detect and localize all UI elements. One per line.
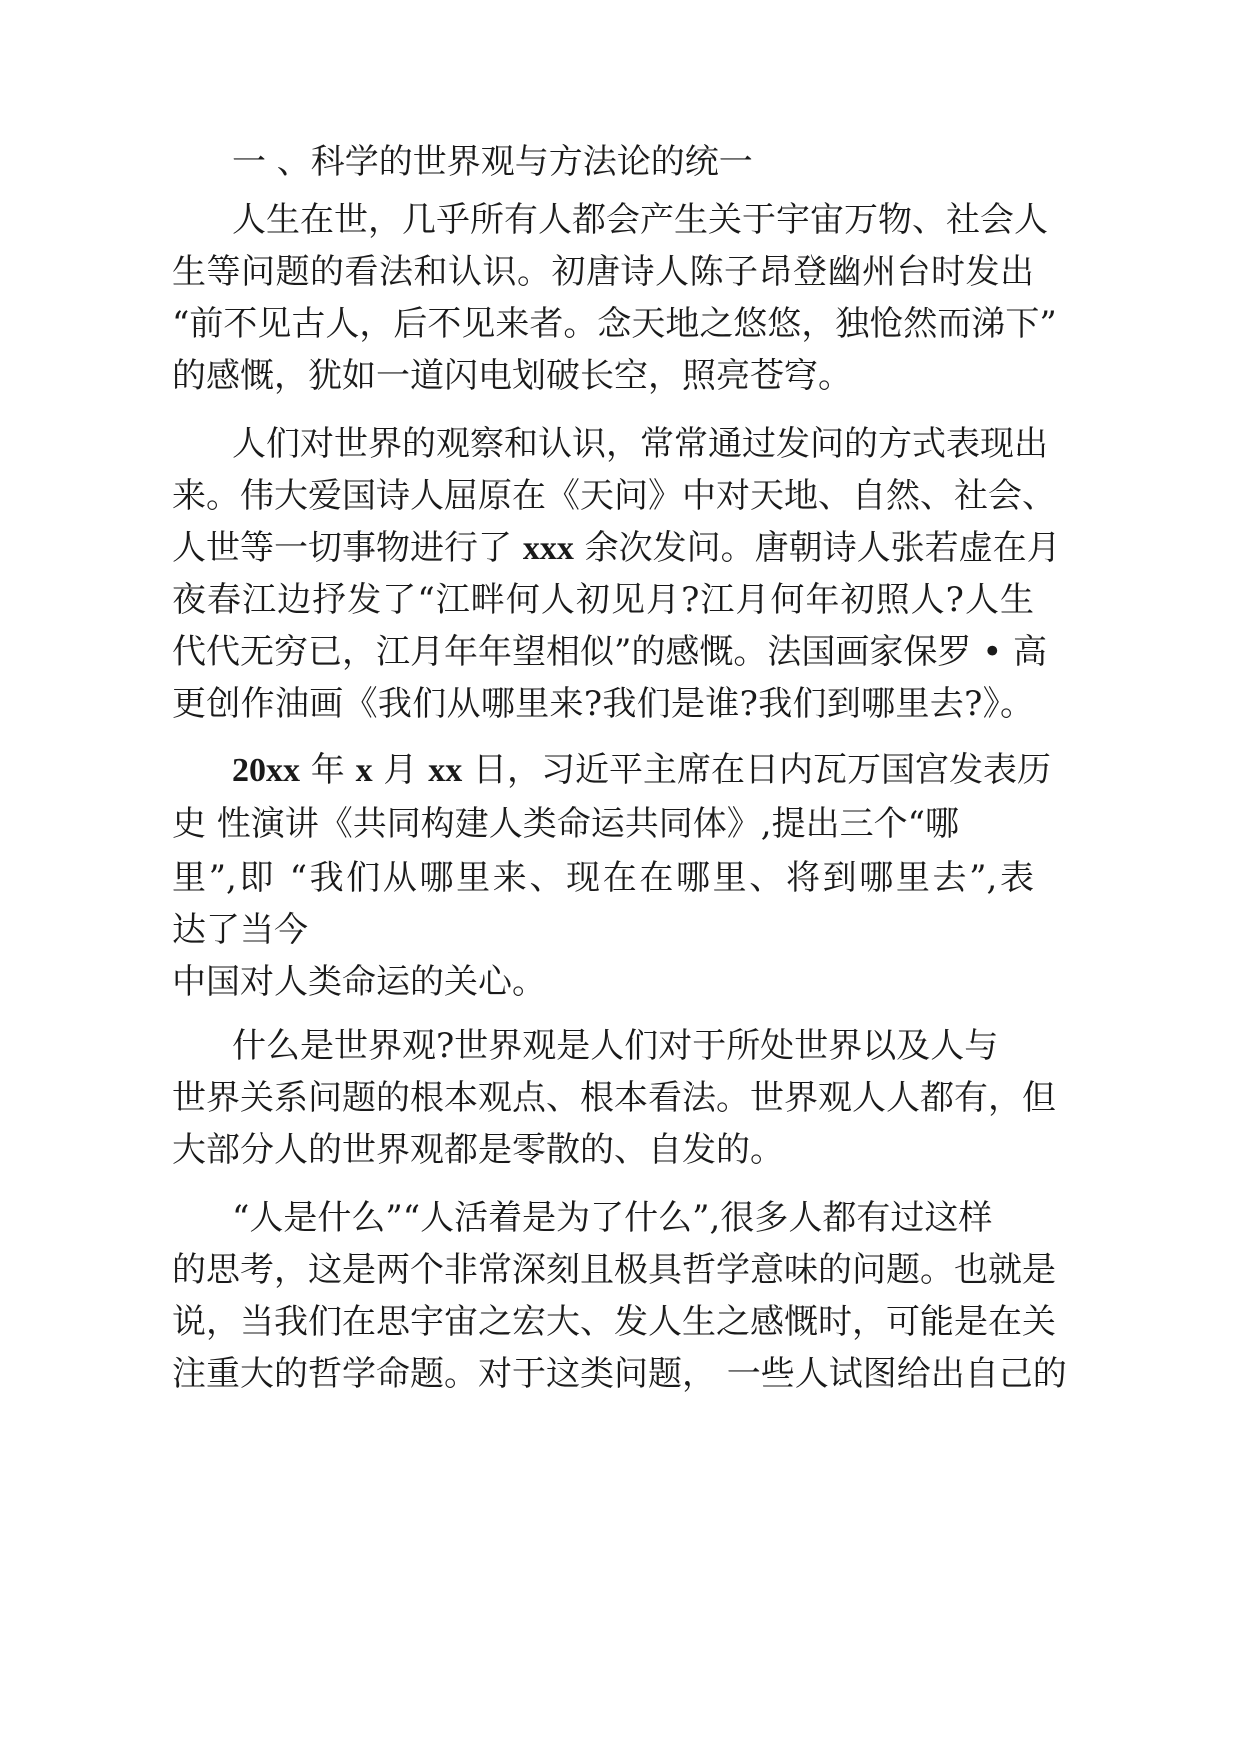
paragraph-2-line-1: 人们对世界的观察和认识，常常通过发问的方式表现出 — [232, 424, 1048, 464]
bold-day: xx — [428, 752, 463, 789]
bold-month: x — [355, 752, 373, 789]
paragraph-2-line-6: 更创作油画《我们从哪里来?我们是谁?我们到哪里去?》。 — [172, 684, 1034, 724]
paragraph-4-line-1: 什么是世界观?世界观是人们对于所处世界以及人与 — [232, 1026, 999, 1066]
paragraph-2-line-4: 夜春江边抒发了“江畔何人初见月?江月何年初照人?人生 — [172, 580, 1034, 620]
paragraph-3-line-1 — [232, 748, 1052, 793]
paragraph-1-line-2: 生等问题的看法和认识。初唐诗人陈子昂登幽州台时发出 — [172, 252, 1034, 292]
section-heading: 一 、科学的世界观与方法论的统一 — [232, 142, 753, 182]
paragraph-5-line-1: “人是什么”“人活着是为了什么”,很多人都有过这样 — [232, 1198, 993, 1238]
text-run: 人世等一切事物进行了 — [172, 528, 523, 568]
paragraph-3-line-5: 中国对人类命运的关心。 — [172, 962, 546, 1002]
text-run: 日，习近平主席在日内瓦万国宫发表历 — [462, 750, 1052, 790]
paragraph-3-line-2: 史 性演讲《共同构建人类命运共同体》,提出三个“哪 — [172, 804, 959, 844]
paragraph-3-line-4: 达了当今 — [172, 910, 308, 950]
bold-count: xxx — [522, 530, 574, 567]
paragraph-1-line-4: 的感慨，犹如一道闪电划破长空，照亮苍穹。 — [172, 356, 852, 396]
paragraph-1-line-1: 人生在世，几乎所有人都会产生关于宇宙万物、社会人 — [232, 200, 1048, 240]
paragraph-4-line-3: 大部分人的世界观都是零散的、自发的。 — [172, 1130, 784, 1170]
text-run: 月 — [372, 750, 429, 790]
paragraph-5-line-3: 说，当我们在思宇宙之宏大、发人生之感慨时，可能是在关 — [172, 1302, 1056, 1342]
text-run: 余次发问。唐朝诗人张若虚在月 — [573, 528, 1061, 568]
paragraph-1-line-3: “前不见古人，后不见来者。念天地之悠悠，独怆然而涕下” — [172, 304, 1057, 344]
paragraph-5-line-2: 的思考，这是两个非常深刻且极具哲学意味的问题。也就是 — [172, 1250, 1056, 1290]
paragraph-2-line-3 — [172, 526, 1061, 571]
text-run: 年 — [300, 750, 356, 790]
paragraph-4-line-2: 世界关系问题的根本观点、根本看法。世界观人人都有，但 — [172, 1078, 1056, 1118]
paragraph-2-line-2: 来。伟大爱国诗人屈原在《天问》中对天地、自然、社会、 — [172, 476, 1056, 516]
paragraph-2-line-5: 代代无穷已，江月年年望相似”的感慨。法国画家保罗 • 高 — [172, 632, 1048, 672]
bold-year: 20xx — [232, 752, 300, 789]
paragraph-5-line-4: 注重大的哲学命题。对于这类问题， 一些人试图给出自己的 — [172, 1354, 1067, 1394]
paragraph-3-line-3: 里”,即 “我们从哪里来、现在在哪里、将到哪里去”,表 — [172, 858, 1034, 898]
